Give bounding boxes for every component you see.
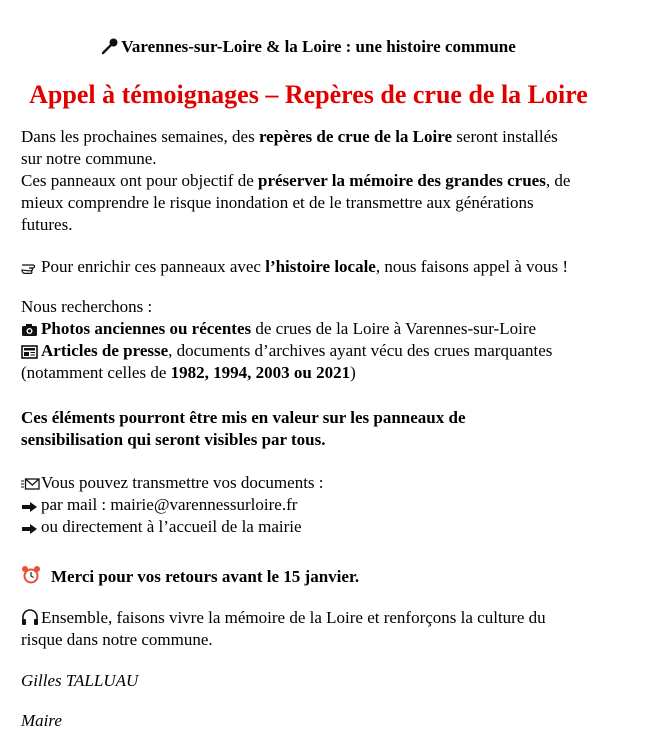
send-option-office: ou directement à l’accueil de la mairie: [21, 516, 641, 538]
header-text: Varennes-sur-Loire & la Loire : une histoire commune: [121, 37, 516, 56]
page-title: Appel à témoignages – Repères de crue de la Loire: [29, 80, 588, 109]
headphones-icon: [21, 607, 41, 629]
pointing-hand-icon: [21, 256, 41, 278]
intro-paragraph: Dans les prochaines semaines, des repères de crue de la Loire seront installés sur notre commune.: [21, 127, 558, 168]
signatory-role: Maire: [21, 711, 62, 730]
objective-paragraph: Ces panneaux ont pour objectif de préserver la mémoire des grandes crues, de mieux comprendre le risque inondation et de le transmettre aux générations futures.: [21, 171, 571, 234]
document-header: [0, 37, 638, 57]
right-arrow-icon: [21, 494, 41, 516]
newspaper-icon: [21, 340, 41, 362]
search-heading: Nous recherchons :: [21, 297, 153, 316]
highlight-paragraph: Ces éléments pourront être mis en valeur sur les panneaux de sensibilisation qui seront visibles par tous.: [21, 408, 466, 449]
search-list: Nous recherchons : Photos anciennes ou récentes de crues de la Loire à Varennes-sur-Loire Articles de presse, documents d’archives ayant vécu des crues marquantes (notamment celles de 1982, 1994, 2003 ou 2021): [21, 296, 641, 384]
envelope-icon: [21, 472, 41, 494]
microphone-icon: [101, 37, 121, 57]
together-paragraph: Ensemble, faisons vivre la mémoire de la Loire et renforçons la culture du risque dans notre commune.: [21, 608, 546, 649]
deadline-paragraph: Merci pour vos retours avant le 15 janvier.: [21, 565, 641, 588]
right-arrow-icon: [21, 516, 41, 538]
appeal-paragraph: Pour enrichir ces panneaux avec l’histoire locale, nous faisons appel à vous !: [21, 256, 641, 278]
camera-icon: [21, 318, 41, 340]
list-item-press: Articles de presse, documents d’archives ayant vécu des crues marquantes: [21, 340, 641, 362]
alarm-clock-icon: [21, 565, 51, 588]
signatory-name: Gilles TALLUAU: [21, 671, 139, 690]
send-option-mail: par mail : mairie@varennessurloire.fr: [21, 494, 641, 516]
list-item-photos: Photos anciennes ou récentes de crues de la Loire à Varennes-sur-Loire: [21, 318, 641, 340]
send-section: Vous pouvez transmettre vos documents : par mail : mairie@varennessurloire.fr ou directement à l’accueil de la mairie: [21, 472, 641, 538]
